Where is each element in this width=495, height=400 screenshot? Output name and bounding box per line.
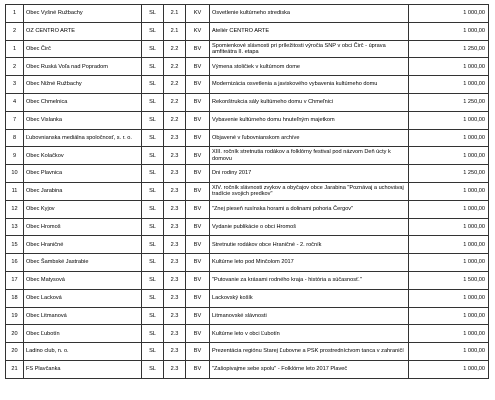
applicant-name: Obec Kyjov	[24, 200, 142, 218]
region-code: SL	[142, 200, 164, 218]
region-code: SL	[142, 289, 164, 307]
applicant-name: Obec Plavnica	[24, 165, 142, 183]
grant-amount: 1 000,00	[409, 147, 489, 165]
grant-amount: 1 250,00	[409, 165, 489, 183]
project-description: Spomienkové slávnosti pri príležitosti výročia SNP v obci Čirč - úprava amfiteátra II. etapa	[210, 40, 409, 58]
table-row	[6, 343, 489, 361]
measure-code: 2.3	[164, 343, 186, 361]
table-row	[6, 93, 489, 111]
applicant-name: Obec Čirč	[24, 40, 142, 58]
table-row	[6, 360, 489, 378]
expense-type: BV	[186, 147, 210, 165]
region-code: SL	[142, 307, 164, 325]
applicant-name: Obec Vislanka	[24, 111, 142, 129]
table-row	[6, 325, 489, 343]
applicant-name: Obec Chmelnica	[24, 93, 142, 111]
region-code: SL	[142, 182, 164, 200]
project-description: XIV. ročník slávnosti zvykov a obyčajov obce Jarabina "Poznávaj a uchovávaj tradície svojich predkov"	[210, 182, 409, 200]
applicant-name: Ladino club, n. o.	[24, 343, 142, 361]
table-row	[6, 200, 489, 218]
expense-type: BV	[186, 58, 210, 76]
project-description: Lackovský košík	[210, 289, 409, 307]
region-code: SL	[142, 40, 164, 58]
table-row	[6, 218, 489, 236]
applicant-name: Obec Hraničné	[24, 236, 142, 254]
project-description: Prezentácia regiónu Starej Ľubovne a PSK prostredníctvom tanca v zahraničí	[210, 343, 409, 361]
row-number: 12	[6, 200, 24, 218]
project-description: "Zašopivajme sebe spolu" - Folklórne leto 2017 Plaveč	[210, 360, 409, 378]
expense-type: BV	[186, 289, 210, 307]
applicant-name: OZ CENTRO ARTE	[24, 22, 142, 40]
measure-code: 2.2	[164, 58, 186, 76]
row-number: 1	[6, 40, 24, 58]
table-row	[6, 236, 489, 254]
expense-type: BV	[186, 271, 210, 289]
table-row	[6, 271, 489, 289]
grant-amount: 1 000,00	[409, 182, 489, 200]
applicant-name: Obec Šambské Jastrabie	[24, 254, 142, 272]
grant-amount: 1 000,00	[409, 129, 489, 147]
project-description: Dni rodiny 2017	[210, 165, 409, 183]
region-code: SL	[142, 271, 164, 289]
measure-code: 2.2	[164, 111, 186, 129]
grant-amount: 1 000,00	[409, 360, 489, 378]
row-number: 15	[6, 236, 24, 254]
table-row	[6, 5, 489, 23]
project-description: Kultúrne leto v obci Ľubotín	[210, 325, 409, 343]
table-row	[6, 58, 489, 76]
region-code: SL	[142, 76, 164, 94]
measure-code: 2.1	[164, 22, 186, 40]
measure-code: 2.3	[164, 360, 186, 378]
applicant-name: Obec Jarabina	[24, 182, 142, 200]
expense-type: BV	[186, 254, 210, 272]
project-description: XIII. ročník stretnutia rodákov a folklórny festival pod názvom Deň úcty k domovu	[210, 147, 409, 165]
grant-amount: 1 000,00	[409, 343, 489, 361]
project-description: Osvetlenie kultúrneho strediska	[210, 5, 409, 23]
applicant-name: Obec Ľubotín	[24, 325, 142, 343]
measure-code: 2.3	[164, 289, 186, 307]
applicant-name: Obec Matysová	[24, 271, 142, 289]
grant-amount: 1 000,00	[409, 254, 489, 272]
row-number: 8	[6, 129, 24, 147]
grant-amount: 1 000,00	[409, 200, 489, 218]
row-number: 9	[6, 147, 24, 165]
applicant-name: Ľubovnianska mediálna spoločnosť, s. r. o.	[24, 129, 142, 147]
grant-amount: 1 000,00	[409, 22, 489, 40]
row-number: 2	[6, 58, 24, 76]
row-number: 20	[6, 325, 24, 343]
region-code: SL	[142, 5, 164, 23]
applicant-name: Obec Lacková	[24, 289, 142, 307]
row-number: 7	[6, 111, 24, 129]
row-number: 11	[6, 182, 24, 200]
grant-amount: 1 250,00	[409, 40, 489, 58]
row-number: 16	[6, 254, 24, 272]
expense-type: BV	[186, 218, 210, 236]
applicant-name: Obec Kolačkov	[24, 147, 142, 165]
grant-amount: 1 500,00	[409, 271, 489, 289]
grant-amount: 1 000,00	[409, 307, 489, 325]
grant-amount: 1 000,00	[409, 236, 489, 254]
applicant-name: Obec Ruská Voľa nad Popradom	[24, 58, 142, 76]
region-code: SL	[142, 254, 164, 272]
expense-type: KV	[186, 5, 210, 23]
project-description: Kultúrne leto pod Minčolom 2017	[210, 254, 409, 272]
row-number: 17	[6, 271, 24, 289]
table-row	[6, 111, 489, 129]
row-number: 20	[6, 343, 24, 361]
region-code: SL	[142, 58, 164, 76]
applicant-name: Obec Litmanová	[24, 307, 142, 325]
grant-table-sheet	[5, 4, 488, 379]
table-row	[6, 307, 489, 325]
project-description: Modernizácia osvetlenia a javiskového vybavenia kultúrneho domu	[210, 76, 409, 94]
grant-amount: 1 000,00	[409, 76, 489, 94]
region-code: SL	[142, 343, 164, 361]
expense-type: BV	[186, 129, 210, 147]
region-code: SL	[142, 165, 164, 183]
project-description: Rekonštrukcia sály kultúrneho domu v Chmeľnici	[210, 93, 409, 111]
row-number: 21	[6, 360, 24, 378]
table-row	[6, 129, 489, 147]
table-row	[6, 40, 489, 58]
expense-type: BV	[186, 200, 210, 218]
row-number: 1	[6, 5, 24, 23]
expense-type: BV	[186, 307, 210, 325]
project-description: Stretnutie rodákov obce Hraničné - 2. ročník	[210, 236, 409, 254]
measure-code: 2.3	[164, 129, 186, 147]
measure-code: 2.3	[164, 271, 186, 289]
row-number: 13	[6, 218, 24, 236]
applicant-name: Obec Hromoš	[24, 218, 142, 236]
project-description: "Znej pieseň rusínska horami a dolinami pohoria Čergov"	[210, 200, 409, 218]
row-number: 10	[6, 165, 24, 183]
region-code: SL	[142, 22, 164, 40]
grant-amount: 1 000,00	[409, 111, 489, 129]
expense-type: BV	[186, 165, 210, 183]
table-row	[6, 182, 489, 200]
row-number: 18	[6, 289, 24, 307]
expense-type: BV	[186, 111, 210, 129]
grant-amount: 1 000,00	[409, 325, 489, 343]
table-row	[6, 76, 489, 94]
expense-type: BV	[186, 360, 210, 378]
row-number: 19	[6, 307, 24, 325]
measure-code: 2.1	[164, 5, 186, 23]
project-description: Vydanie publikácie o obci Hromoš	[210, 218, 409, 236]
applicant-name: FS Plavčanka	[24, 360, 142, 378]
measure-code: 2.3	[164, 218, 186, 236]
expense-type: BV	[186, 93, 210, 111]
measure-code: 2.2	[164, 76, 186, 94]
grant-amount: 1 000,00	[409, 218, 489, 236]
measure-code: 2.3	[164, 307, 186, 325]
project-description: Výmena stoličiek v kultúrnom dome	[210, 58, 409, 76]
applicant-name: Obec Vyšné Ružbachy	[24, 5, 142, 23]
measure-code: 2.3	[164, 165, 186, 183]
region-code: SL	[142, 325, 164, 343]
measure-code: 2.3	[164, 236, 186, 254]
measure-code: 2.2	[164, 40, 186, 58]
measure-code: 2.3	[164, 182, 186, 200]
table-row	[6, 22, 489, 40]
measure-code: 2.3	[164, 325, 186, 343]
expense-type: KV	[186, 22, 210, 40]
region-code: SL	[142, 111, 164, 129]
region-code: SL	[142, 218, 164, 236]
region-code: SL	[142, 236, 164, 254]
region-code: SL	[142, 360, 164, 378]
grant-amount: 1 000,00	[409, 289, 489, 307]
grant-amount: 1 250,00	[409, 93, 489, 111]
measure-code: 2.3	[164, 147, 186, 165]
table-row	[6, 289, 489, 307]
row-number: 4	[6, 93, 24, 111]
table-row	[6, 147, 489, 165]
region-code: SL	[142, 129, 164, 147]
project-description: "Putovanie za krásami rodného kraja - história a súčasnosť."	[210, 271, 409, 289]
project-description: Ateliér CENTRO ARTE	[210, 22, 409, 40]
row-number: 3	[6, 76, 24, 94]
grant-amount: 1 000,00	[409, 58, 489, 76]
expense-type: BV	[186, 343, 210, 361]
region-code: SL	[142, 147, 164, 165]
measure-code: 2.3	[164, 200, 186, 218]
measure-code: 2.2	[164, 93, 186, 111]
table-row	[6, 254, 489, 272]
expense-type: BV	[186, 325, 210, 343]
applicant-name: Obec Nižné Ružbachy	[24, 76, 142, 94]
project-description: Litmanovské slávnosti	[210, 307, 409, 325]
expense-type: BV	[186, 76, 210, 94]
table-row	[6, 165, 489, 183]
measure-code: 2.3	[164, 254, 186, 272]
project-description: Objavené v ľubovnianskom archíve	[210, 129, 409, 147]
grant-amount: 1 000,00	[409, 5, 489, 23]
expense-type: BV	[186, 236, 210, 254]
region-code: SL	[142, 93, 164, 111]
row-number: 2	[6, 22, 24, 40]
expense-type: BV	[186, 182, 210, 200]
project-description: Vybavenie kultúrneho domu hnuteľným majetkom	[210, 111, 409, 129]
grant-table	[5, 4, 489, 379]
expense-type: BV	[186, 40, 210, 58]
